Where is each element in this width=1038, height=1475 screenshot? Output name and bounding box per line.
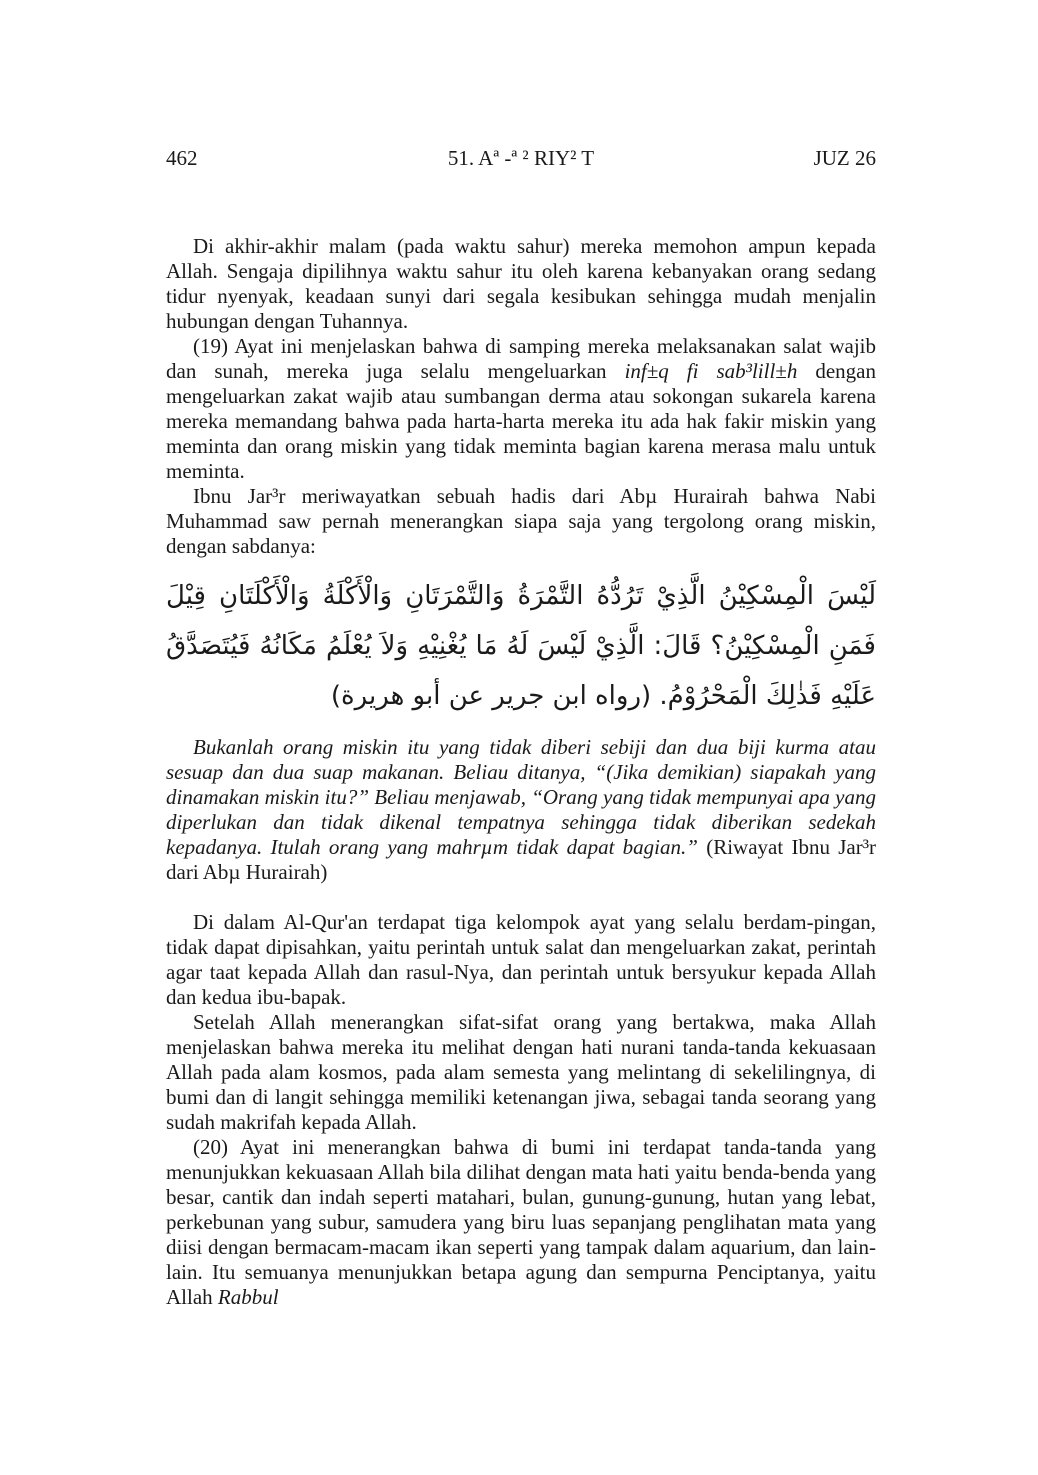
arabic-hadith: لَيْسَ الْمِسْكِيْنُ الَّذِيْ تَرُدُّهُ التَّمْرَةُ وَالتَّمْرَتَانِ وَالْأَكْلَةُ وَالْأَكْلَتَانِ قِيْلَ فَمَنِ الْمِسْكِيْنُ؟ قَالَ: الَّذِيْ لَيْسَ لَهُ مَا يُغْنِيْهِ وَلاَ يُعْلَمُ مَكَانُهُ فَيُتَصَدَّقُ عَلَيْهِ فَذٰلِكَ الْمَحْرُوْمُ. (رواه ابن جرير عن أبو هريرة): [166, 581, 876, 711]
surah-title: 51. Aª -ª ² RIY² T: [447, 146, 595, 170]
hadith-reference: (Riwayat Ibnu Jar³r dari Abµ Hurairah): [166, 835, 877, 884]
page-body: [166, 234, 876, 1310]
infaq-term: inf±q fi sab³lill±h: [624, 359, 798, 383]
paragraph-verse-20-text: (20) Ayat ini menerangkan bahwa di bumi ini terdapat tanda-tanda yang menunjukkan kekuasaan Allah bila dilihat dengan mata hati yaitu benda-benda yang besar, cantik dan indah seperti matahari, bulan, gunung-gunung, hutan yang lebat, perkebunan yang subur, samudera yang biru luas sepanjang penglihatan mata yang diisi dengan bermacam-macam ikan seperti yang tampak dalam aquarium, dan lain-lain. Itu semuanya menunjukkan betapa agung dan sempurna Penciptanya, yaitu Allah: [166, 1135, 876, 1309]
hadith-translation: [166, 735, 876, 885]
paragraph-verse-20: [166, 1135, 876, 1310]
page-header: [166, 146, 876, 176]
paragraph-sahur: Di akhir-akhir malam (pada waktu sahur) mereka memohon ampun kepada Allah. Sengaja dipilihnya waktu sahur itu oleh karena kebanyakan orang sedang tidur nyenyak, keadaan sunyi dari segala kesibukan sehingga mudah menjalin hubungan dengan Tuhannya.: [166, 234, 876, 333]
page-number: 462: [166, 146, 198, 170]
section-spacer: [166, 885, 876, 910]
hadith-translation-text: Bukanlah orang miskin itu yang tidak diberi sebiji dan dua biji kurma atau sesuap dan dua suap makanan. Beliau ditanya, “(Jika demikian) siapakah yang dinamakan miskin itu?” Beliau menjawab, “Orang yang tidak mempunyai apa yang diperlukan dan tidak dikenal tempatnya sehingga tidak diberikan sedekah kepadanya. Itulah orang yang mahrµm tidak dapat bagian.”: [166, 735, 876, 859]
juz-label: JUZ 26: [813, 146, 876, 170]
paragraph-verse-19-text-b: dengan mengeluarkan zakat wajib atau sumbangan derma atau sokongan sukarela karena mereka memandang bahwa pada harta-harta mereka itu ada hak fakir miskin yang meminta dan orang miskin yang tidak meminta bagian karena merasa malu untuk meminta.: [166, 359, 876, 483]
paragraph-verse-19-text-a: (19) Ayat ini menjelaskan bahwa di samping mereka melaksanakan salat wajib dan sunah, mereka juga selalu mengeluarkan: [166, 334, 876, 383]
paragraph-hadith-intro: Ibnu Jar³r meriwayatkan sebuah hadis dari Abµ Hurairah bahwa Nabi Muhammad saw pernah menerangkan siapa saja yang tergolong orang miskin, dengan sabdanya:: [166, 484, 876, 558]
rabbul-term: Rabbul: [217, 1285, 279, 1309]
paragraph-verse-19: [166, 334, 876, 484]
paragraph-three-groups: Di dalam Al-Qur'an terdapat tiga kelompok ayat yang selalu berdam-pingan, tidak dapat dipisahkan, yaitu perintah untuk salat dan mengeluarkan zakat, perintah agar taat kepada Allah dan rasul-Nya, dan perintah untuk bersyukur kepada Allah dan kedua ibu-bapak.: [166, 910, 876, 1009]
paragraph-signs: Setelah Allah menerangkan sifat-sifat orang yang bertakwa, maka Allah menjelaskan bahwa mereka itu melihat dengan hati nurani tanda-tanda kekuasaan Allah pada alam kosmos, pada alam semesta yang melintang di sekelilingnya, di bumi dan di langit sehingga memiliki ketenangan jiwa, sebagai tanda seorang yang sudah makrifah kepada Allah.: [166, 1010, 876, 1134]
